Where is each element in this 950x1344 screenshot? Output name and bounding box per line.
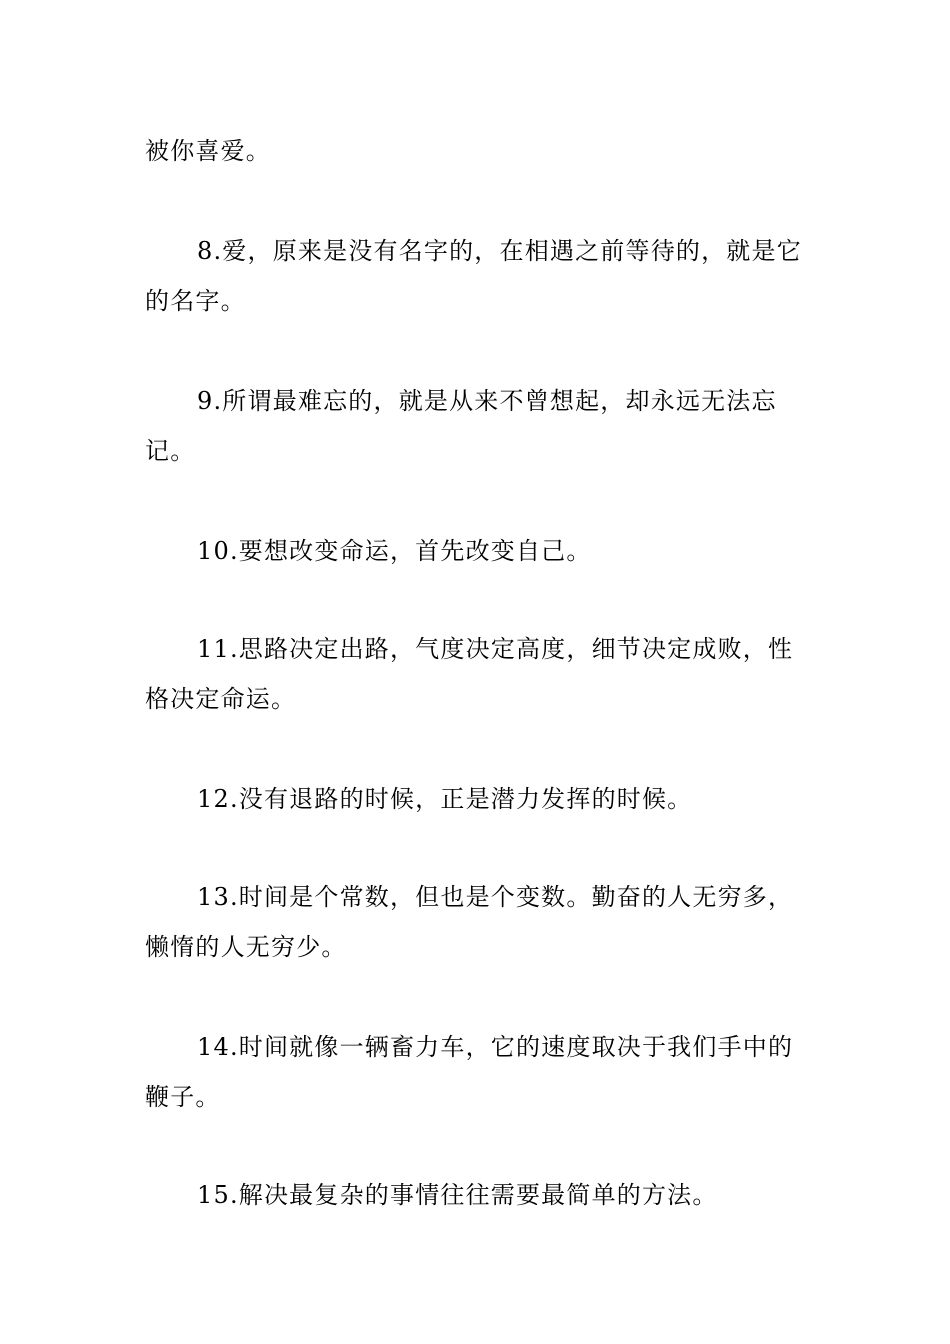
paragraph-quote-12: 12.没有退路的时候，正是潜力发挥的时候。 — [197, 785, 693, 813]
paragraph-quote-10: 10.要想改变命运，首先改变自己。 — [197, 537, 592, 565]
paragraph-quote-9: 9.所谓最难忘的，就是从来不曾想起，却永远无法忘记。 — [145, 387, 777, 465]
paragraph-quote-14: 14.时间就像一辆畜力车，它的速度取决于我们手中的鞭子。 — [145, 1033, 794, 1111]
paragraph-quote-11: 11.思路决定出路，气度决定高度，细节决定成败，性格决定命运。 — [145, 635, 794, 713]
paragraph-continuation: 被你喜爱。 — [145, 137, 271, 165]
paragraph-quote-13: 13.时间是个常数，但也是个变数。勤奋的人无穷多，懒惰的人无穷少。 — [145, 883, 794, 961]
paragraph-quote-8: 8.爱，原来是没有名字的，在相遇之前等待的，就是它的名字。 — [145, 237, 802, 315]
paragraph-quote-15: 15.解决最复杂的事情往往需要最简单的方法。 — [197, 1181, 718, 1209]
